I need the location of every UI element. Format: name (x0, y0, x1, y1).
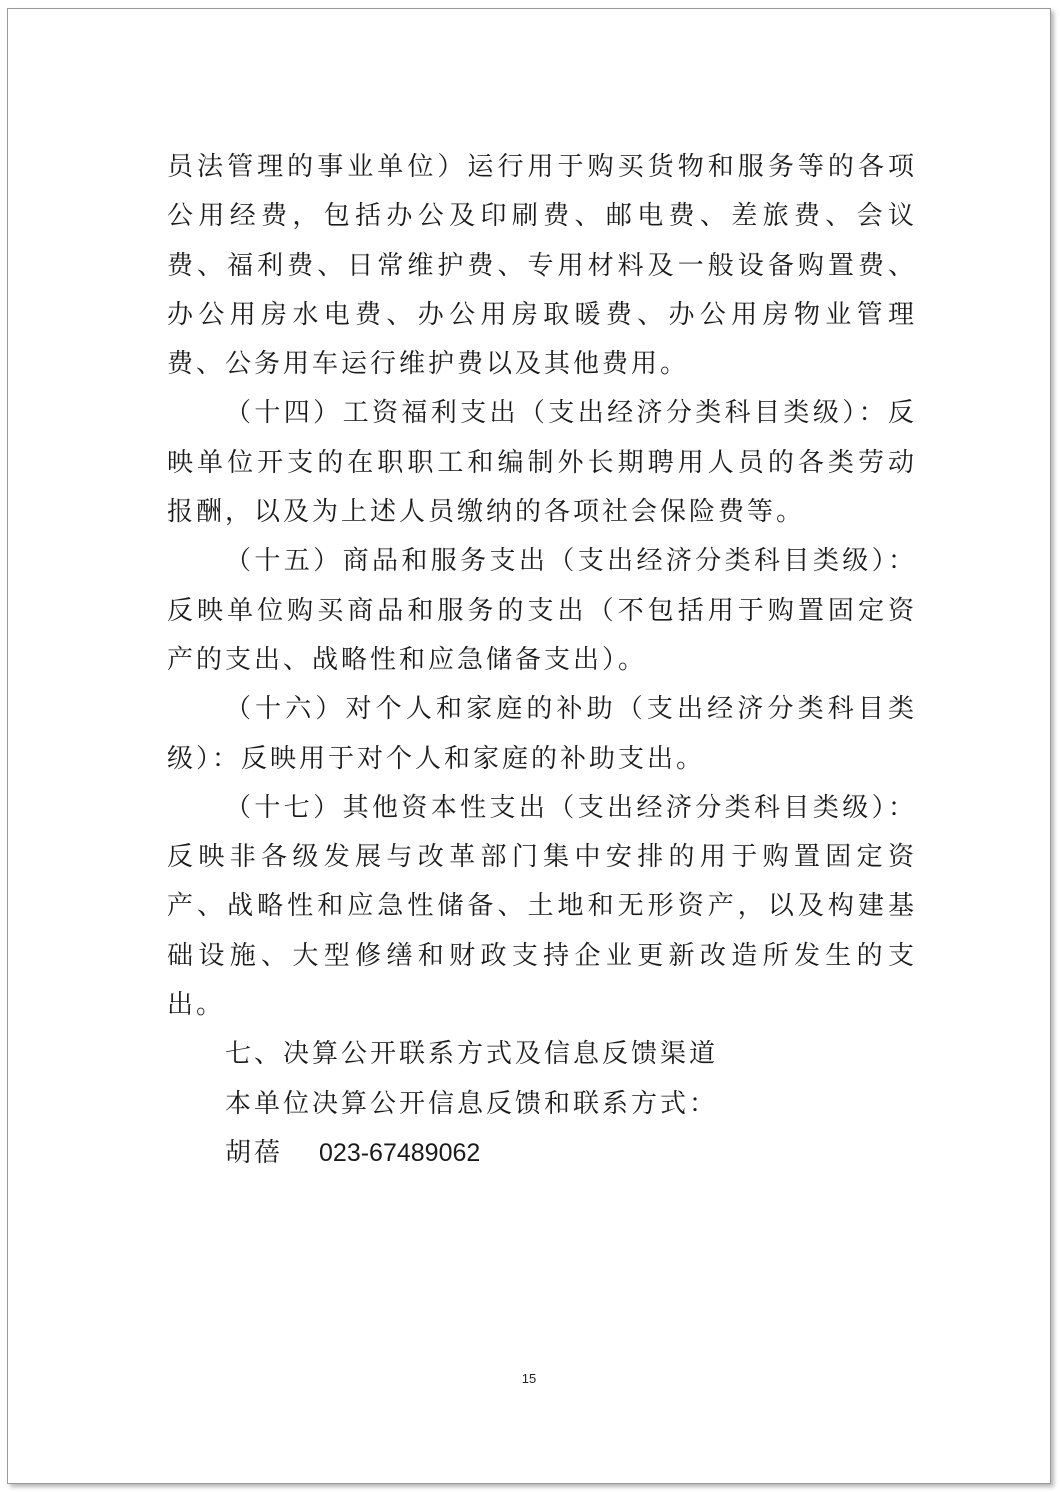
page-body (167, 143, 917, 1178)
page-number: 15 (521, 1371, 537, 1386)
paragraph-goods-services: （十五）商品和服务支出（支出经济分类科目类级）：反映单位购买商品和服务的支出（不包括用于购置固定资产的支出、战略性和应急储备支出）。 (167, 546, 917, 675)
document-page (7, 8, 1051, 1484)
paragraph-other-capital: （十七）其他资本性支出（支出经济分类科目类级）：反映非各级发展与改革部门集中安排的用于购置固定资产、战略性和应急性储备、土地和无形资产，以及构建基础设施、大型修缮和财政支持企业更新改造所发生的支出。 (167, 792, 917, 1021)
section-heading-contact: 七、决算公开联系方式及信息反馈渠道 (225, 1039, 719, 1070)
paragraph-household-subsidies: （十六）对个人和家庭的补助（支出经济分类科目类级）：反映用于对个人和家庭的补助支出。 (167, 694, 917, 774)
paragraph-feedback-intro: 本单位决算公开信息反馈和联系方式： (225, 1088, 719, 1119)
paragraph-wages-welfare: （十四）工资福利支出（支出经济分类科目类级）：反映单位开支的在职职工和编制外长期聘用人员的各类劳动报酬，以及为上述人员缴纳的各项社会保险费等。 (167, 398, 917, 528)
contact-name: 胡蓓 (225, 1137, 284, 1168)
contact-phone: 023-67489062 (319, 1138, 481, 1167)
paragraph-public-expenses: 员法管理的事业单位）运行用于购买货物和服务等的各项公用经费，包括办公及印刷费、邮电费、差旅费、会议费、福利费、日常维护费、专用材料及一般设备购置费、办公用房水电费、办公用房取暖费、办公用房物业管理费、公务用车运行维护费以及其他费用。 (167, 152, 917, 380)
contact-line (167, 1129, 917, 1178)
